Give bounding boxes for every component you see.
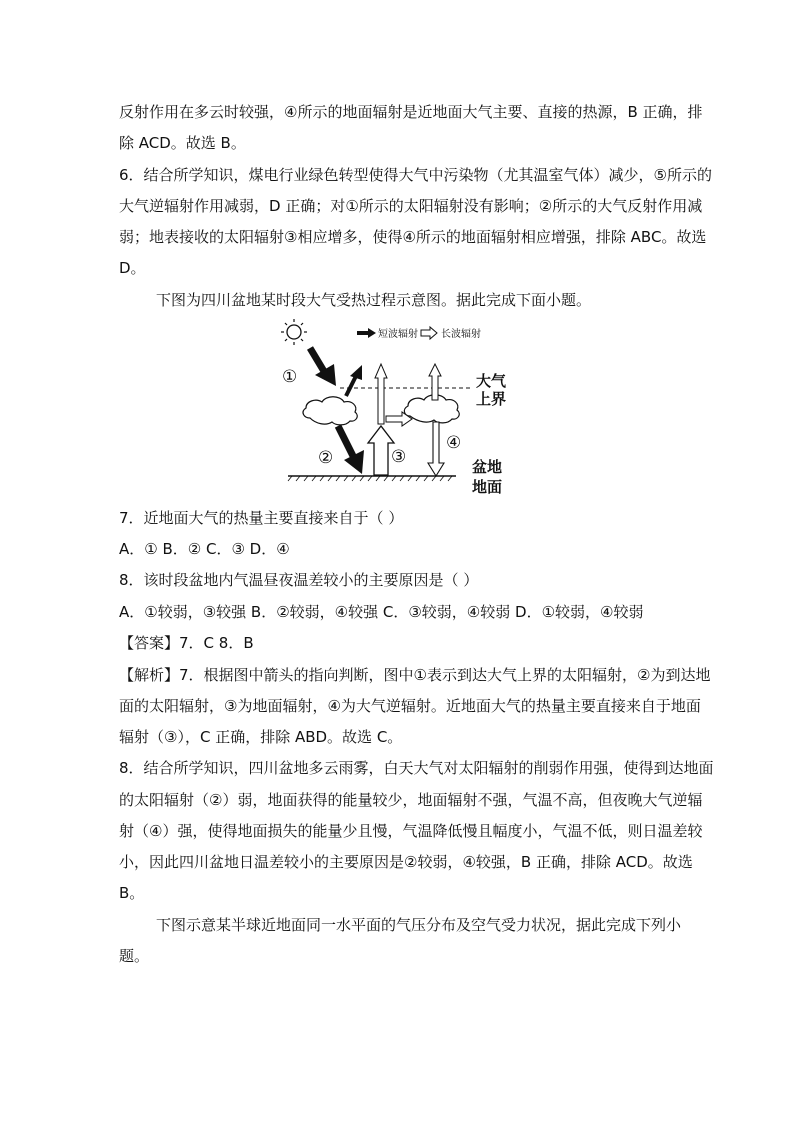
analysis-line: 【解析】7．根据图中箭头的指向判断，图中①表示到达大气上界的太阳辐射，②为到达地 bbox=[119, 666, 711, 684]
ground-surface bbox=[288, 476, 456, 481]
surface-solar-radiation-arrow bbox=[338, 426, 364, 474]
atmosphere-heating-diagram bbox=[270, 318, 540, 502]
analysis-line: B。 bbox=[119, 884, 145, 902]
analysis-line: 8．结合所学知识，四川盆地多云雨雾，白天大气对太阳辐射的削弱作用强，使得到达地面 bbox=[119, 759, 714, 777]
analysis-line: 辐射（③），C 正确，排除 ABD。故选 C。 bbox=[119, 728, 403, 746]
solar-radiation-arrow bbox=[310, 348, 336, 386]
label-1: ① bbox=[282, 367, 298, 387]
intro-line: 下图示意某半球近地面同一水平面的气压分布及空气受力状况，据此完成下列小 bbox=[156, 916, 682, 934]
label-4: ④ bbox=[446, 433, 462, 453]
legend-long-wave-arrow-icon bbox=[421, 327, 437, 339]
atmosphere-top-label-line2: 上界 bbox=[476, 390, 507, 408]
paragraph-line: 弱；地表接收的太阳辐射③相应增多，使得④所示的地面辐射相应增强，排除 ABC。故选 bbox=[119, 228, 707, 246]
paragraph-line: 6．结合所学知识，煤电行业绿色转型使得大气中污染物（尤其温室气体）减少，⑤所示的 bbox=[119, 166, 712, 184]
intro-line: 下图为四川盆地某时段大气受热过程示意图。据此完成下面小题。 bbox=[156, 291, 592, 309]
paragraph-line: 除 ACD。故选 B。 bbox=[119, 134, 246, 152]
sun-icon bbox=[281, 319, 307, 345]
paragraph-line: D。 bbox=[119, 259, 146, 277]
ground-label-line1: 盆地 bbox=[472, 458, 503, 476]
legend-long-wave-label: 长波辐射 bbox=[441, 329, 481, 340]
question-8-options: A．①较弱，③较强 B．②较弱，④较强 C．③较弱，④较弱 D．①较弱，④较弱 bbox=[119, 603, 644, 621]
cloud-left-icon bbox=[303, 397, 357, 425]
paragraph-line: 反射作用在多云时较强，④所示的地面辐射是近地面大气主要、直接的热源，B 正确，排 bbox=[119, 103, 703, 121]
atmospheric-counter-radiation-arrow bbox=[428, 422, 444, 476]
label-3: ③ bbox=[391, 447, 407, 467]
question-8: 8．该时段盆地内气温昼夜温差较小的主要原因是（ ） bbox=[119, 571, 479, 589]
label-2: ② bbox=[318, 448, 334, 468]
analysis-line: 小，因此四川盆地日温差较小的主要原因是②较弱，④较强，B 正确，排除 ACD。故选 bbox=[119, 853, 693, 871]
question-7-options: A．① B．② C．③ D．④ bbox=[119, 540, 290, 558]
atmosphere-top-label-line1: 大气 bbox=[476, 372, 507, 390]
ground-radiation-escape-arrow bbox=[375, 364, 387, 424]
legend-short-wave-label: 短波辐射 bbox=[378, 329, 418, 340]
reflected-radiation-arrow bbox=[346, 365, 362, 396]
intro-line: 题。 bbox=[119, 947, 150, 965]
analysis-line: 射（④）强，使得地面损失的能量少且慢，气温降低慢且幅度小，气温不低，则日温差较 bbox=[119, 822, 703, 840]
analysis-line: 的太阳辐射（②）弱，地面获得的能量较少，地面辐射不强，气温不高，但夜晚大气逆辐 bbox=[119, 791, 703, 809]
legend-short-wave-arrow-icon bbox=[357, 328, 376, 338]
ground-label-line2: 地面 bbox=[472, 478, 503, 496]
question-7: 7．近地面大气的热量主要直接来自于（ ） bbox=[119, 509, 404, 527]
analysis-line: 面的太阳辐射，③为地面辐射，④为大气逆辐射。近地面大气的热量主要直接来自于地面 bbox=[119, 697, 701, 715]
paragraph-line: 大气逆辐射作用减弱，D 正确；对①所示的太阳辐射没有影响；②所示的大气反射作用减 bbox=[119, 197, 703, 215]
answer-line: 【答案】7．C 8．B bbox=[119, 634, 254, 652]
